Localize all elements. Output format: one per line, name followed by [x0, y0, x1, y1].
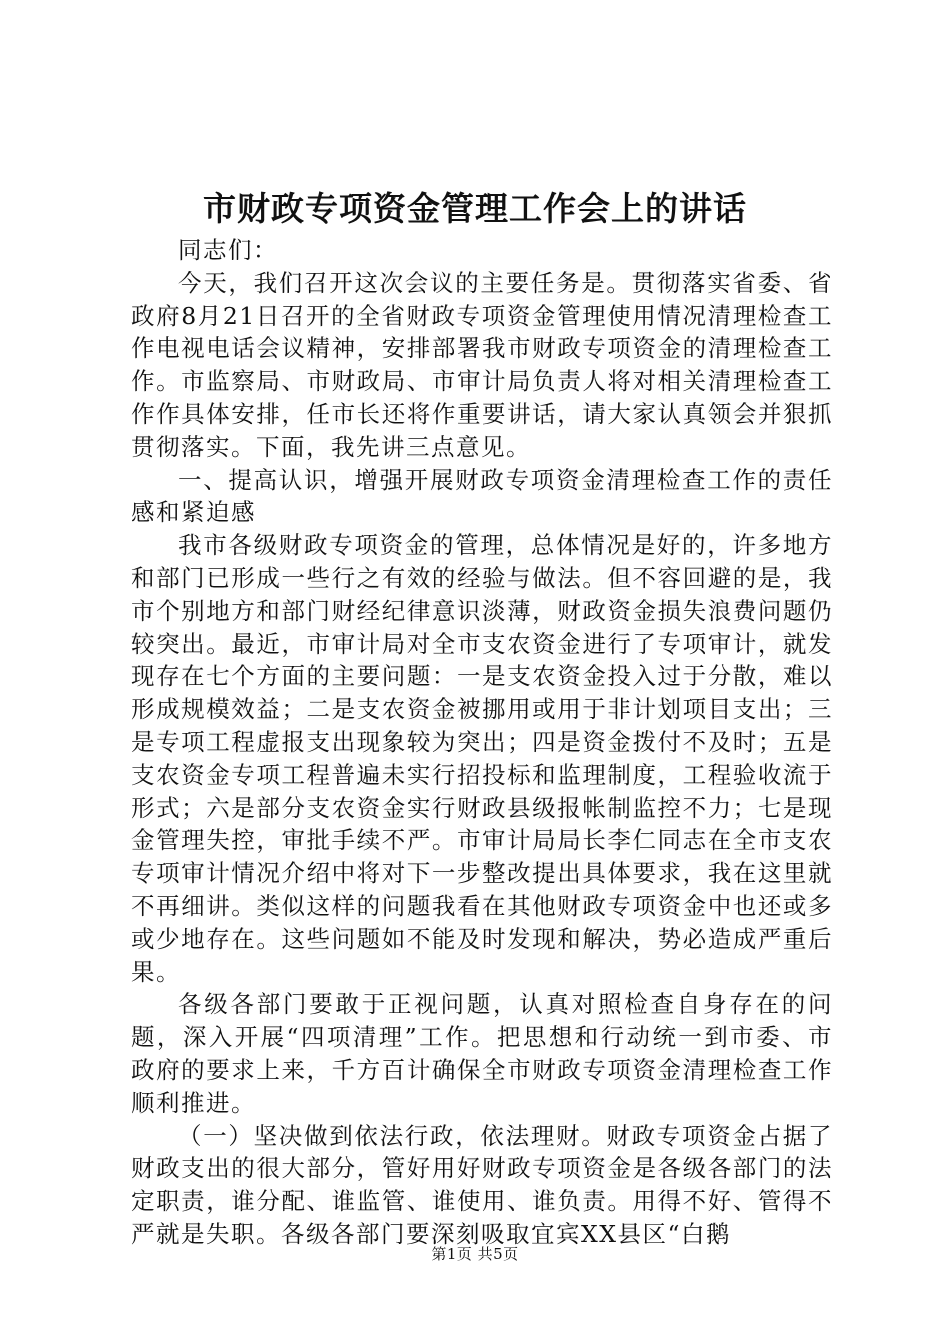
page-number-footer: 第1页 共5页	[431, 1245, 519, 1263]
salutation-paragraph: 同志们：	[178, 236, 278, 264]
body-paragraph: 我市各级财政专项资金的管理，总体情况是好的，许多地方和部门已形成一些行之有效的经验与做法。但不容回避的是，我市个别地方和部门财经纪律意识淡薄，财政资金损失浪费问题仍较突出。最近，市审计局对全市支农资金进行了专项审计，就发现存在七个方面的主要问题：一是支农资金投入过于分散，难以形成规模效益；二是支农资金被挪用或用于非计划项目支出；三是专项工程虚报支出现象较为突出；四是资金拨付不及时；五是支农资金专项工程普遍未实行招投标和监理制度，工程验收流于形式；六是部分支农资金实行财政县级报帐制监控不力；七是现金管理失控，审批手续不严。市审计局局长李仁同志在全市支农专项审计情况介绍中将对下一步整改提出具体要求，我在这里就不再细讲。类似这样的问题我看在其他财政专项资金中也还或多或少地存在。这些问题如不能及时发现和解决，势必造成严重后果。	[131, 531, 833, 986]
section-heading-paragraph: 一、提高认识，增强开展财政专项资金清理检查工作的责任感和紧迫感	[131, 465, 833, 527]
body-paragraph: 今天，我们召开这次会议的主要任务是。贯彻落实省委、省政府8月21日召开的全省财政专项资金管理使用情况清理检查工作电视电话会议精神，安排部署我市财政专项资金的清理检查工作。市监察局、市财政局、市审计局负责人将对相关清理检查工作作具体安排，任市长还将作重要讲话，请大家认真领会并狠抓贯彻落实。下面，我先讲三点意见。	[131, 268, 833, 461]
document-body	[131, 234, 833, 1251]
body-paragraph: 各级各部门要敢于正视问题，认真对照检查自身存在的问题，深入开展“四项清理”工作。把思想和行动统一到市委、市政府的要求上来，千方百计确保全市财政专项资金清理检查工作顺利推进。	[131, 990, 833, 1117]
document-title: 市财政专项资金管理工作会上的讲话	[203, 189, 747, 228]
body-paragraph: （一）坚决做到依法行政，依法理财。财政专项资金占据了财政支出的很大部分，管好用好财政专项资金是各级各部门的法定职责，谁分配、谁监管、谁使用、谁负责。用得不好、管得不严就是失职。各级各部门要深刻吸取宜宾XX县区“白鹅	[131, 1121, 833, 1248]
